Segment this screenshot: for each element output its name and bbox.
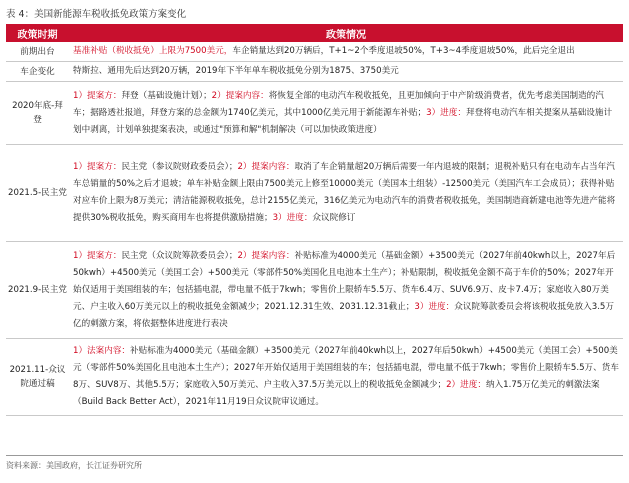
policy-table [6,24,623,416]
body-text: 众议院修订 [312,213,356,223]
table-row [6,339,623,416]
highlight-text: 1）提案方： [73,162,122,172]
table-row [6,82,623,145]
table-row [6,62,623,82]
body-text: 取消了车企销量超20万辆后需要一年内退坡的限制；退税补贴只有在电动车占当年汽车总销量的50%之后才退坡；单车补贴金额上限由7500美元上修至10000美元（美国本土组装）-12500美元（美国汽车工会成员）；获得补贴对应车价上限为8万美元；清洁能源税收抵免，总计2155亿美元，316亿美元为电动汽车的消费者税收抵免，美国制造商新建电池等先进产能将提供30%税收抵免，购买商用车也将提供激励措施； [73,162,616,223]
body-text: 特斯拉、通用先后达到20万辆，2019年下半年单车税收抵免分别为1875、3750美元 [73,66,399,76]
highlight-text: 2）提案内容： [237,162,295,172]
row-label: 前期出台 [6,42,69,62]
highlight-text: 3）进度： [272,213,313,223]
row-content [69,42,623,62]
row-label: 2021.11-众议院通过稿 [6,339,69,416]
body-text: 补贴标准为4000美元（基础金额）+3500美元（2027年前40kwh以上，2027年后50kwh）+4500美元（美国工会）+500美元（零部件50%美国化且电池本土生产）；2027年开始仅适用于美国组装的车；包括插电混，带电量不低于7kwh；零售价上限轿车5.5万、货车8万、SUV8万、其他5.5万；家庭收入50万美元、户主收入37.5万美元以上的税收抵免金额减少； [73,346,619,390]
table-row [6,42,623,62]
highlight-text: 3）进度： [414,301,455,312]
row-label: 2020年底-拜登 [6,82,69,145]
highlight-text: 2）进度： [446,380,486,390]
table-caption: 表 4：美国新能源车税收抵免政策方案变化 [6,9,187,20]
body-text: 纳入1.75万亿美元的刺激法案（Build Back Better Act），2021年11月19日众议院审议通过。 [73,380,600,407]
body-text: 车企销量达到20万辆后，T+1~2个季度退坡50%，T+3~4季度退坡50%，此后完全退出 [232,46,575,56]
highlight-text: 1）提案方： [73,90,122,101]
highlight-text: 基准补贴（税收抵免）上限为7500美元， [73,46,233,56]
highlight-text: 1）提案方： [73,250,122,261]
table-row [6,242,623,339]
row-content [69,339,623,416]
table-header-row [6,24,623,42]
highlight-text: 2）提案内容： [211,90,269,101]
body-text: 补贴标准为4000美元（基础金额）+3500美元（2027年前40kwh以上，2027年后50kwh）+4500美元（美国工会）+500美元（零部件50%美国化且电池本土生产）；补贴限制，税收抵免金额不高于车价的50%；2027年开始仅适用于美国组装的车；包括插电混，带电量不低于7kwh；零售价上限轿车5.5万、货车6.4万、SUV6.9万、皮卡7.4万；家庭收入80万美元、户主收入60万美元以上的税收抵免金额减少；2021.12.31生效、2031.12.31截止； [73,250,616,312]
body-text: 众议院筹款委员会将该税收抵免放入3.5万亿的刺激方案，将依据整体进度进行表决 [73,301,614,329]
highlight-text: 3）进度： [426,107,466,118]
body-text: 民主党（参议院财政委员会）； [121,162,238,172]
body-text: 拜登将电动汽车相关提案从基础设施计划中剥离，计划单独提案表决，或通过"预算和解"机制解决（可以加快政策进度） [73,107,613,135]
row-label: 2021.9-民主党 [6,242,69,339]
source-note: 资料来源：美国政府，长江证券研究所 [6,461,142,470]
header-period: 政策时期 [6,24,69,42]
footer-divider [6,455,623,456]
row-content [69,62,623,82]
table-row [6,145,623,242]
row-content [69,145,623,242]
highlight-text: 1）法案内容： [73,346,131,356]
body-text: 民主党（众议院筹款委员会）； [121,250,238,261]
header-policy: 政策情况 [69,24,623,42]
body-text: 将恢复全部的电动汽车税收抵免，且更加倾向于中产阶级消费者，优先考虑美国制造的汽车；据路透社报道，拜登方案的总金额为1740亿美元，其中1000亿美元用于新能源车补贴； [73,90,604,118]
row-content [69,242,623,339]
row-label: 2021.5-民主党 [6,145,69,242]
body-text: 拜登（基础设施计划）； [121,90,212,101]
row-content [69,82,623,145]
row-label: 车企变化 [6,62,69,82]
highlight-text: 2）提案内容： [237,250,295,261]
